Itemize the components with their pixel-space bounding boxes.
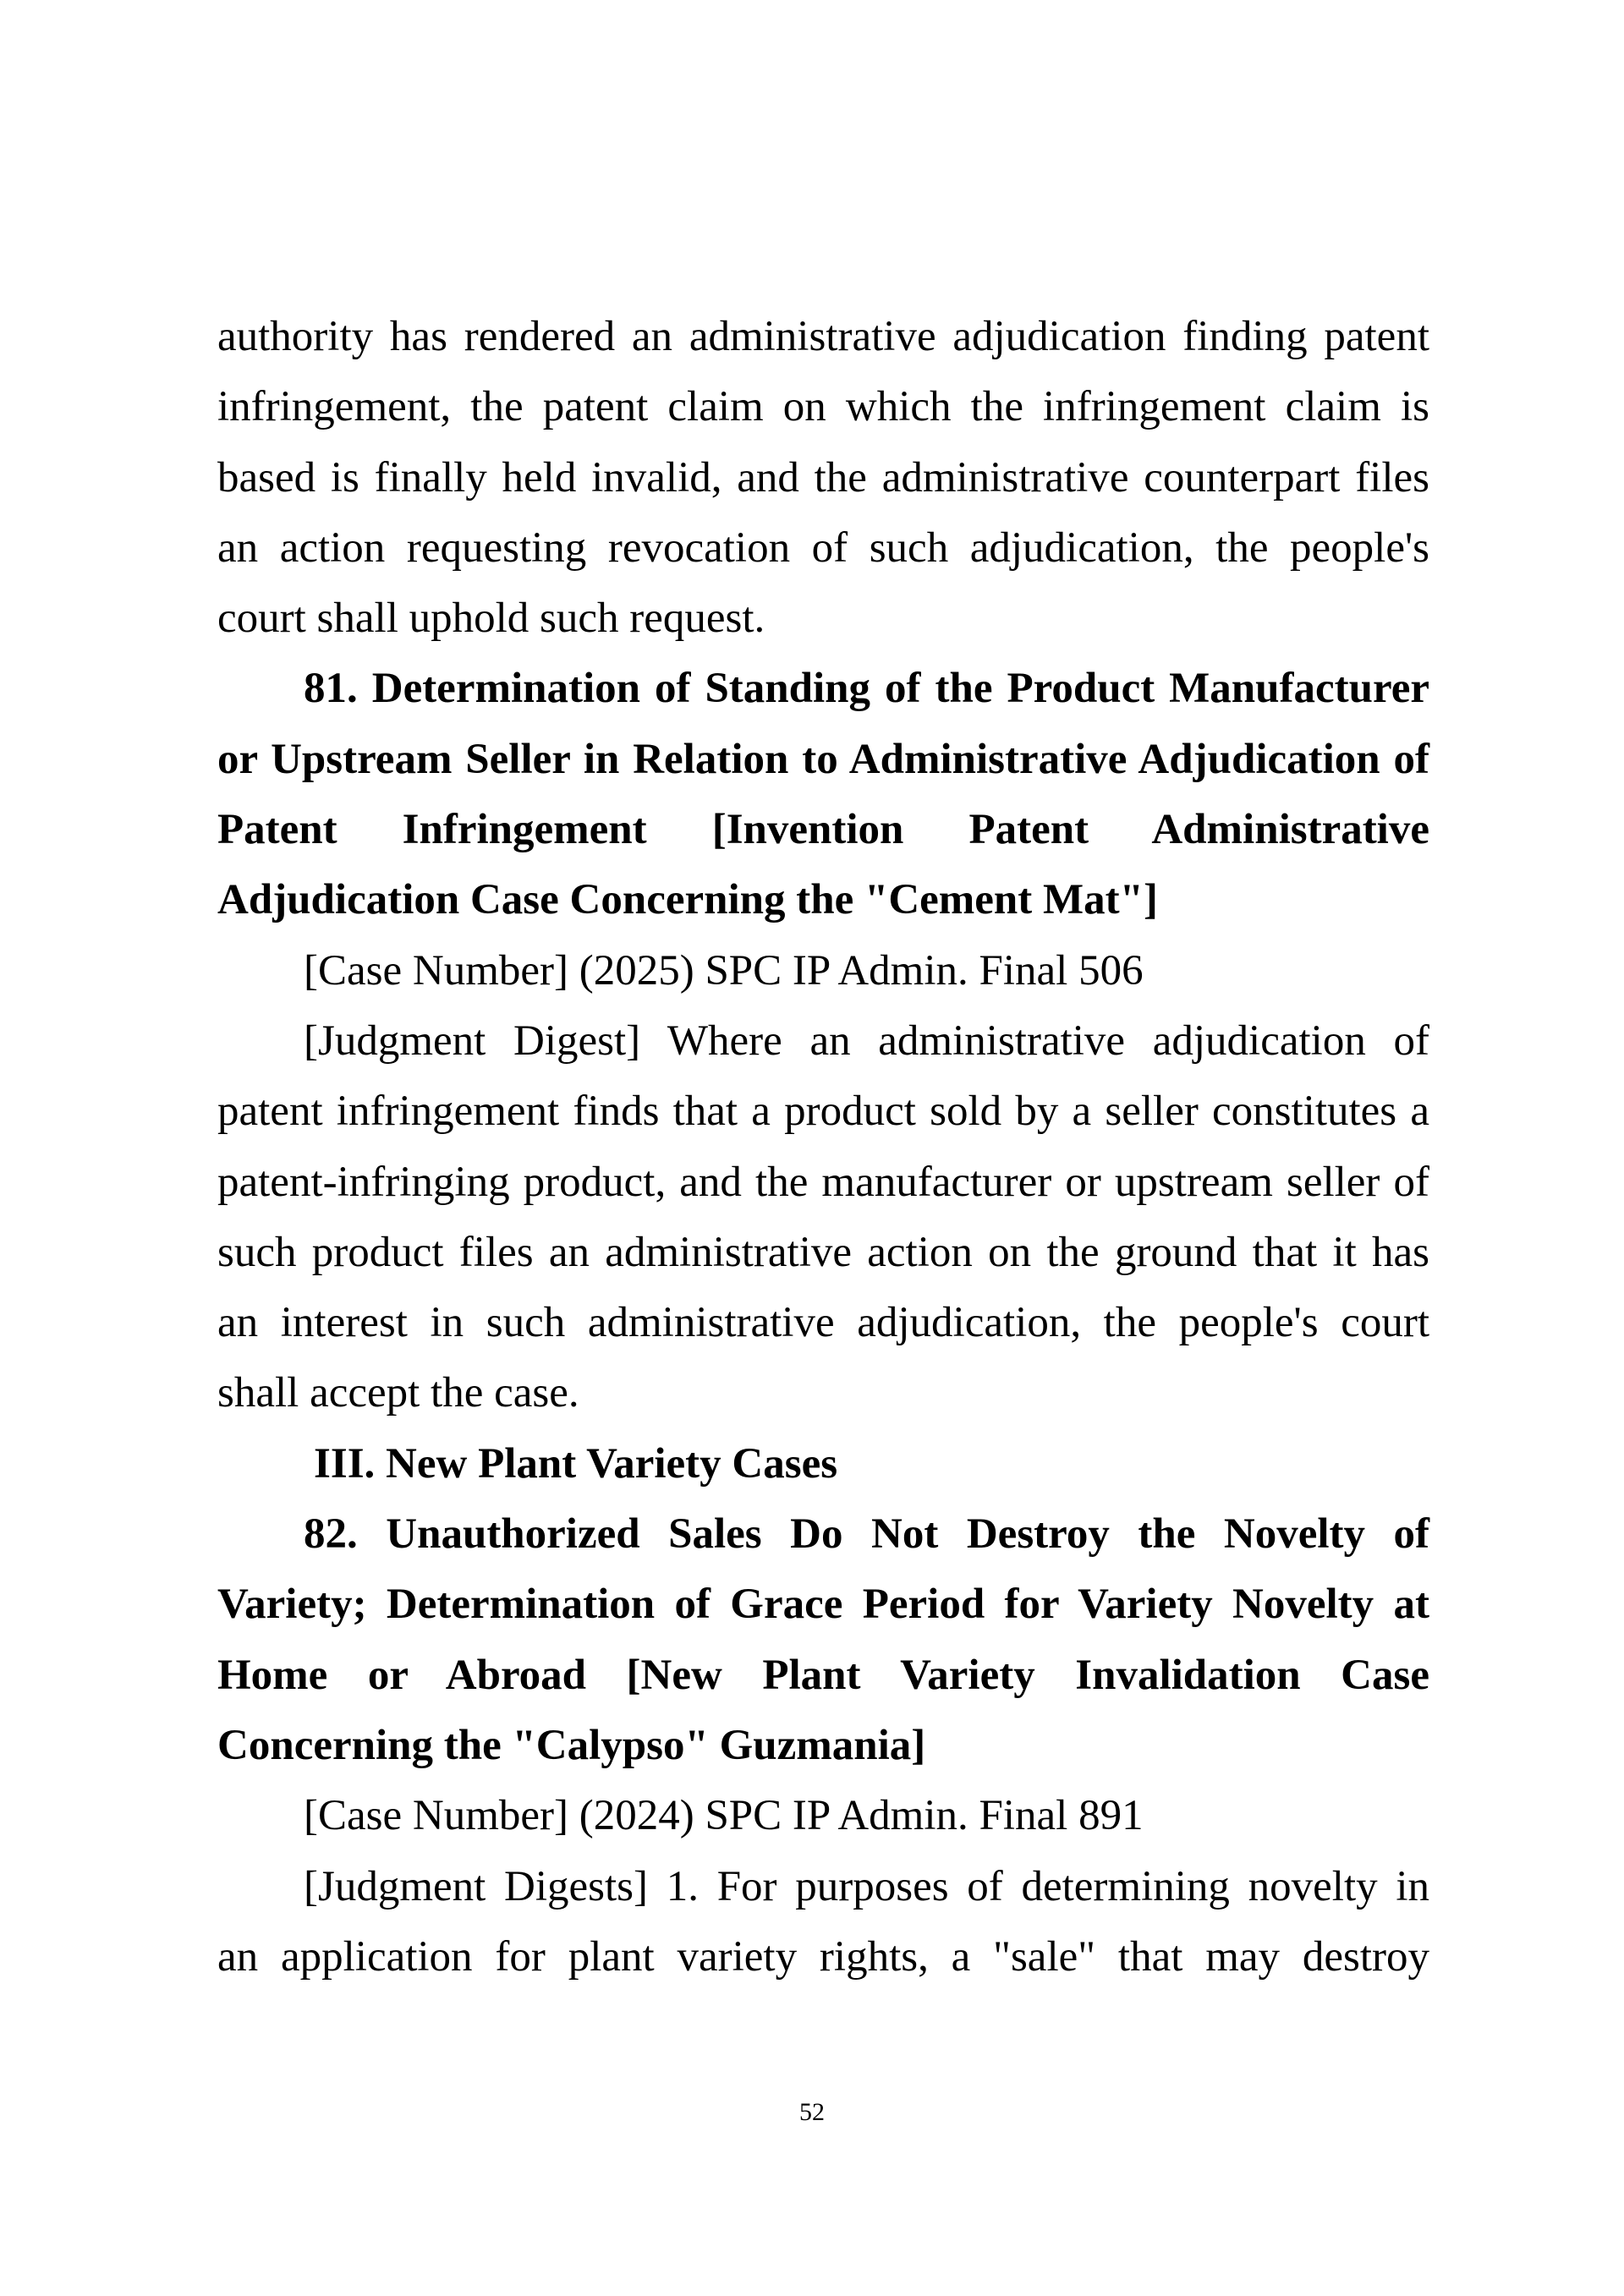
text-line: based is finally held invalid, and the administrative counterpart files [217,453,1429,501]
heading-line: Patent Infringement [Invention Patent Administrative [217,806,1429,854]
heading-line: 81. Determination of Standing of the Product Manufacturer [304,665,1429,713]
heading-line: Adjudication Case Concerning the "Cement Mat"] [217,876,1158,924]
text-line: infringement, the patent claim on which the infringement claim is [217,383,1429,431]
heading-line: Variety; Determination of Grace Period for Variety Novelty at [217,1581,1429,1629]
text-line: an application for plant variety rights, a "sale" that may destroy [217,1932,1429,1981]
heading-line: Concerning the "Calypso" Guzmania] [217,1721,926,1769]
text-line: court shall uphold such request. [217,595,765,643]
text-line: shall accept the case. [217,1369,579,1417]
heading-line: 82. Unauthorized Sales Do Not Destroy the Novelty of [304,1510,1429,1559]
text-line: an interest in such administrative adjudication, the people's court [217,1299,1429,1347]
case-81-heading [217,654,1429,935]
case-82-heading [217,1499,1429,1781]
text-line: [Judgment Digests] 1. For purposes of determining novelty in [304,1862,1429,1910]
text-line: patent-infringing product, and the manufacturer or upstream seller of [217,1158,1429,1206]
case-82-case-number: [Case Number] (2024) SPC IP Admin. Final 891 [304,1792,1144,1840]
text-line: [Judgment Digest] Where an administrative adjudication of [304,1016,1429,1065]
heading-line: Home or Abroad [New Plant Variety Invalidation Case [217,1651,1429,1699]
text-line: an action requesting revocation of such adjudication, the people's [217,523,1429,572]
document-page-body [217,302,1429,1992]
text-line: patent infringement finds that a product sold by a seller constitutes a [217,1088,1429,1136]
continuation-paragraph [217,302,1429,654]
case-81-case-number: [Case Number] (2025) SPC IP Admin. Final 506 [304,946,1144,995]
text-line: such product files an administrative action on the ground that it has [217,1228,1429,1276]
case-82-judgment-digest [217,1852,1429,1993]
text-line: authority has rendered an administrative adjudication finding patent [217,313,1429,360]
case-81-judgment-digest [217,1006,1429,1429]
page-number: 52 [799,2098,825,2126]
section-heading: III. New Plant Variety Cases [314,1439,838,1488]
heading-line: or Upstream Seller in Relation to Administrative Adjudication of [217,735,1429,783]
